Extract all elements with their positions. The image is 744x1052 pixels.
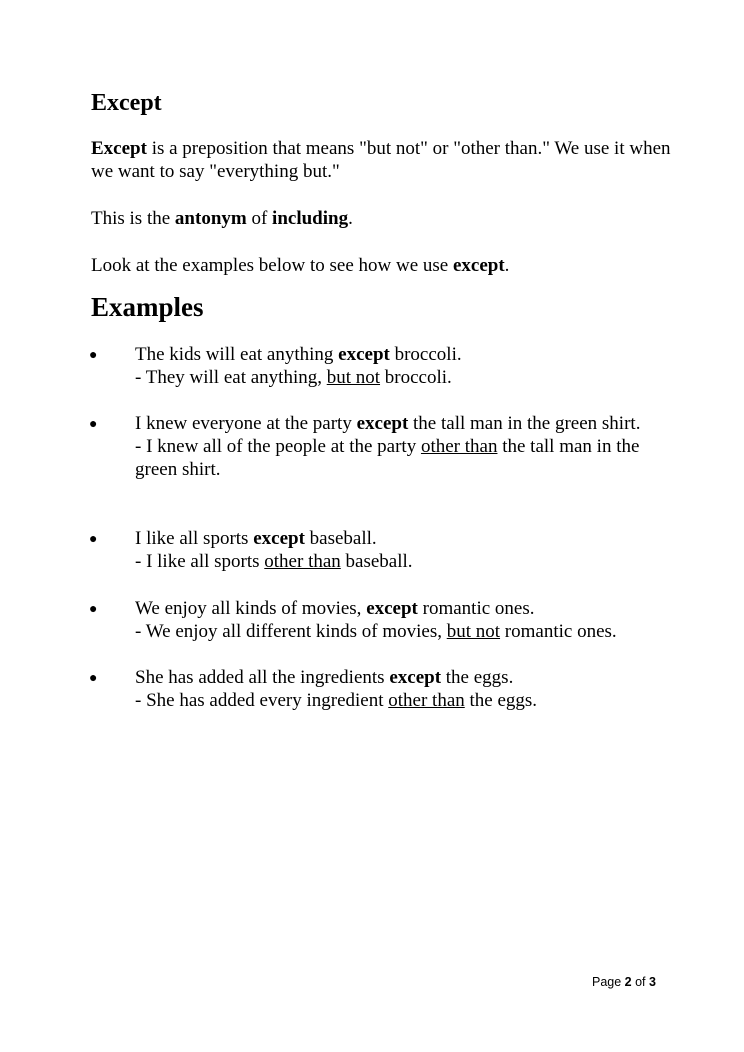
example-item: I knew everyone at the party except the tall man in the green shirt. - I knew all of the people at the party other than the tall man in the green shirt. xyxy=(135,413,641,480)
bullet-icon: ● xyxy=(89,602,98,617)
example-item: I like all sports except baseball. - I like all sports other than baseball. xyxy=(135,528,413,572)
example-item: We enjoy all kinds of movies, except romantic ones. - We enjoy all different kinds of movies, but not romantic ones. xyxy=(135,598,617,642)
examples-heading: Examples xyxy=(91,292,204,322)
look-paragraph: Look at the examples below to see how we use except. xyxy=(91,255,510,276)
bullet-icon: ● xyxy=(89,417,98,432)
bullet-icon: ● xyxy=(89,671,98,686)
bullet-icon: ● xyxy=(89,348,98,363)
term: Except xyxy=(91,138,147,159)
page-number: Page 2 of 3 xyxy=(592,975,656,989)
page-title: Except xyxy=(91,90,162,116)
example-item: The kids will eat anything except broccoli. - They will eat anything, but not broccoli. xyxy=(135,344,462,388)
bullet-icon: ● xyxy=(89,532,98,547)
definition-paragraph: Except is a preposition that means "but not" or "other than." We use it when we want to say "everything but." xyxy=(91,138,671,182)
example-item: She has added all the ingredients except the eggs. - She has added every ingredient other than the eggs. xyxy=(135,667,538,711)
antonym-paragraph: This is the antonym of including. xyxy=(91,208,353,229)
